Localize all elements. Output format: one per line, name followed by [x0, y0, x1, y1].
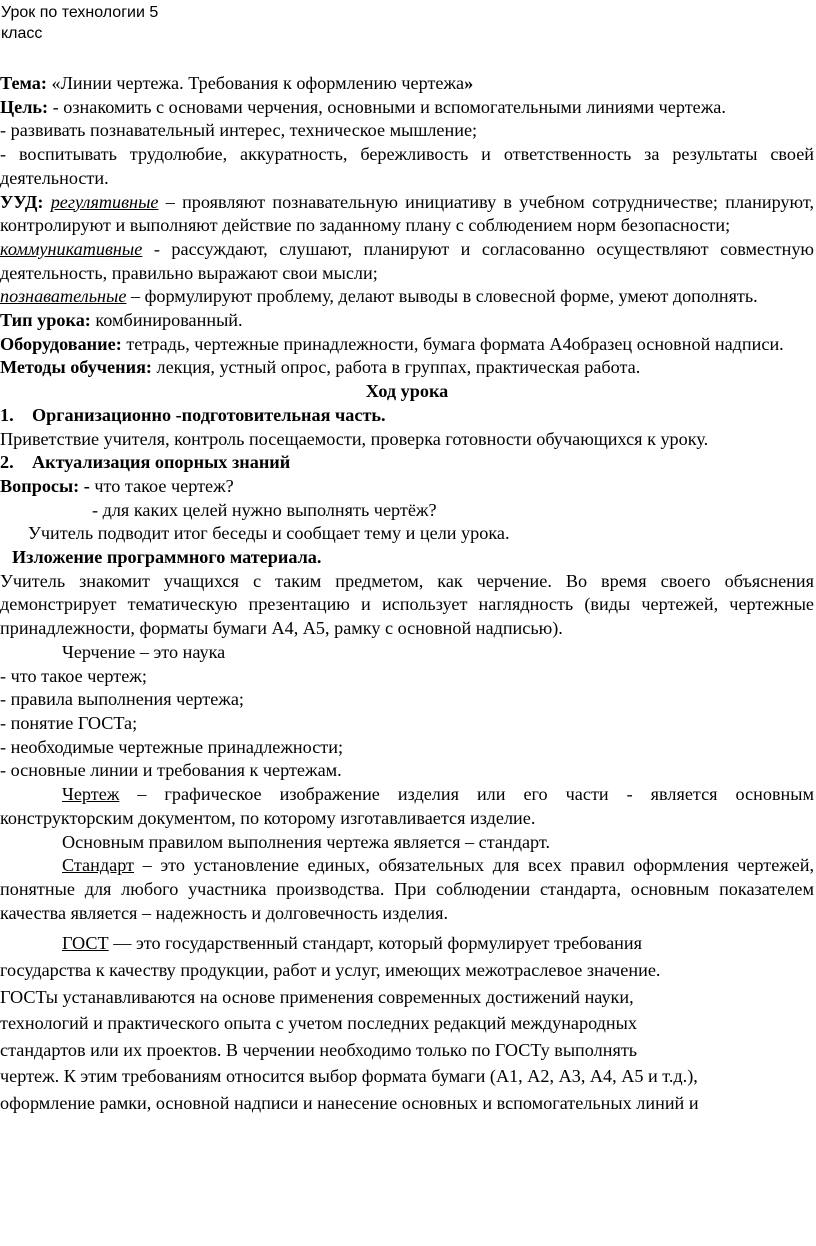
topic-list-item: - необходимые чертежные принадлежности; [0, 736, 344, 757]
science-line: Черчение – это наука [62, 641, 226, 662]
goal-paragraph [0, 96, 814, 120]
topic-text: Линии чертежа. Требования к оформлению чертежа [60, 73, 465, 93]
gost-line: стандартов или их проектов. В черчении необходимо только по ГОСТу выполнять [0, 1039, 638, 1060]
drawing-term: Чертеж [62, 784, 120, 805]
drawing-text: – графическое изображение изделия или его части - является основным конструкторским документом, по которому изготавливается изделие. [0, 784, 814, 828]
header-line-1: Урок по технологии 5 [1, 4, 159, 21]
gost-line: оформление рамки, основной надписи и нанесение основных и вспомогательных линий и [0, 1092, 699, 1113]
equipment-label: Оборудование: [0, 333, 122, 354]
topic-list-item: - основные линии и требования к чертежам. [0, 760, 342, 781]
methods-line [0, 356, 814, 380]
goal-item-3: - воспитывать трудолюбие, аккуратность, бережливость и ответственность за результаты своей деятельности. [0, 144, 814, 188]
standard-text: – это установление единых, обязательных для всех правил оформления чертежей, понятные для любого участника производства. При соблюдении стандарта, основным показателем качества является – надежность и долговечность изделия. [0, 855, 814, 923]
gost-text-1: — это государственный стандарт, который формулирует требования [108, 933, 642, 954]
equipment-value: тетрадь, чертежные принадлежности, бумага формата А4образец основной надписи. [121, 333, 784, 354]
question-1: что такое чертеж? [89, 475, 234, 496]
presentation-title: Изложение программного материала. [12, 547, 322, 568]
uud-regulatory [0, 191, 814, 238]
gost-line: технологий и практического опыта с учетом последних редакций международных [0, 1013, 637, 1034]
presentation-intro: Учитель знакомит учащихся с таким предметом, как черчение. Во время своего объяснения демонстрирует тематическую презентацию и использует наглядность (виды чертежей, чертежные принадлежности, форматы бумаги А4, А5, рамку с основной надписью). [0, 570, 814, 639]
questions-summary: Учитель подводит итог беседы и сообщает тему и цели урока. [28, 523, 510, 544]
drawing-definition [0, 783, 814, 830]
equipment-line [0, 333, 814, 357]
lesson-type-value: комбинированный. [90, 310, 243, 331]
gost-term: ГОСТ [62, 933, 109, 954]
uud-cognitive-term: познавательные [0, 286, 127, 307]
uud-communicative [0, 238, 814, 285]
gost-line: ГОСТы устанавливаются на основе применения современных достижений науки, [0, 986, 634, 1007]
methods-value: лекция, устный опрос, работа в группах, практическая работа. [151, 357, 641, 378]
uud-regulatory-term: регулятивные [50, 191, 159, 212]
methods-label: Методы обучения: [0, 357, 152, 378]
topic-line [0, 72, 814, 96]
course-title: Ход урока [365, 381, 449, 402]
topic-label: Тема: [0, 73, 47, 93]
rule-line: Основным правилом выполнения чертежа является – стандарт. [62, 831, 551, 852]
questions-label: Вопросы: - [0, 475, 90, 496]
gost-line: государства к качеству продукции, работ и услуг, имеющих межотраслевое значение. [0, 959, 661, 980]
uud-communicative-term: коммуникативные [0, 238, 143, 259]
uud-label: УУД: [0, 191, 44, 212]
lesson-type-label: Тип урока: [0, 310, 91, 331]
topic-list-item: - понятие ГОСТа; [0, 712, 138, 733]
topic-list-item: - правила выполнения чертежа; [0, 689, 244, 710]
section-1-number: 1. [0, 404, 14, 425]
topic-list-item: - что такое чертеж; [0, 665, 147, 686]
standard-term: Стандарт [62, 855, 134, 876]
gost-line-1 [0, 930, 814, 957]
goal-item-2: - развивать познавательный интерес, техническое мышление; [0, 120, 478, 141]
section-1-text: Приветствие учителя, контроль посещаемости, проверка готовности обучающихся к уроку. [0, 428, 709, 449]
section-2-heading [0, 451, 814, 475]
question-2: - для каких целей нужно выполнять чертёж? [92, 499, 437, 520]
standard-definition [0, 854, 814, 925]
goal-item-1: - ознакомить с основами черчения, основными и вспомогательными линиями чертежа. [48, 96, 726, 117]
topic-quote-open: « [46, 73, 61, 93]
uud-communicative-text: - рассуждают, слушают, планируют и согласованно осуществляют совместную деятельность, правильно выражают свои мысли; [0, 238, 814, 283]
uud-cognitive [0, 285, 814, 309]
header-line-2: класс [1, 25, 43, 42]
section-2-number: 2. [0, 452, 14, 473]
uud-cognitive-text: – формулируют проблему, делают выводы в словесной форме, умеют дополнять. [126, 286, 758, 307]
gost-line: чертеж. К этим требованиям относится выбор формата бумаги (А1, А2, А3, А4, А5 и т.д.), [0, 1066, 698, 1087]
topic-quote-close: » [464, 73, 474, 93]
questions-line [0, 475, 814, 499]
section-1-title: Организационно -подготовительная часть. [32, 404, 386, 425]
lesson-plan-body [0, 72, 814, 1116]
uud-regulatory-text: – проявляют познавательную инициативу в учебном сотрудничестве; планируют, контролируют и выполняют действие по заданному плану с соблюдением норм безопасности; [0, 191, 814, 236]
goal-label: Цель: [0, 96, 49, 117]
section-2-title: Актуализация опорных знаний [32, 452, 291, 473]
lesson-type-line [0, 309, 814, 333]
section-1-heading [0, 404, 814, 428]
